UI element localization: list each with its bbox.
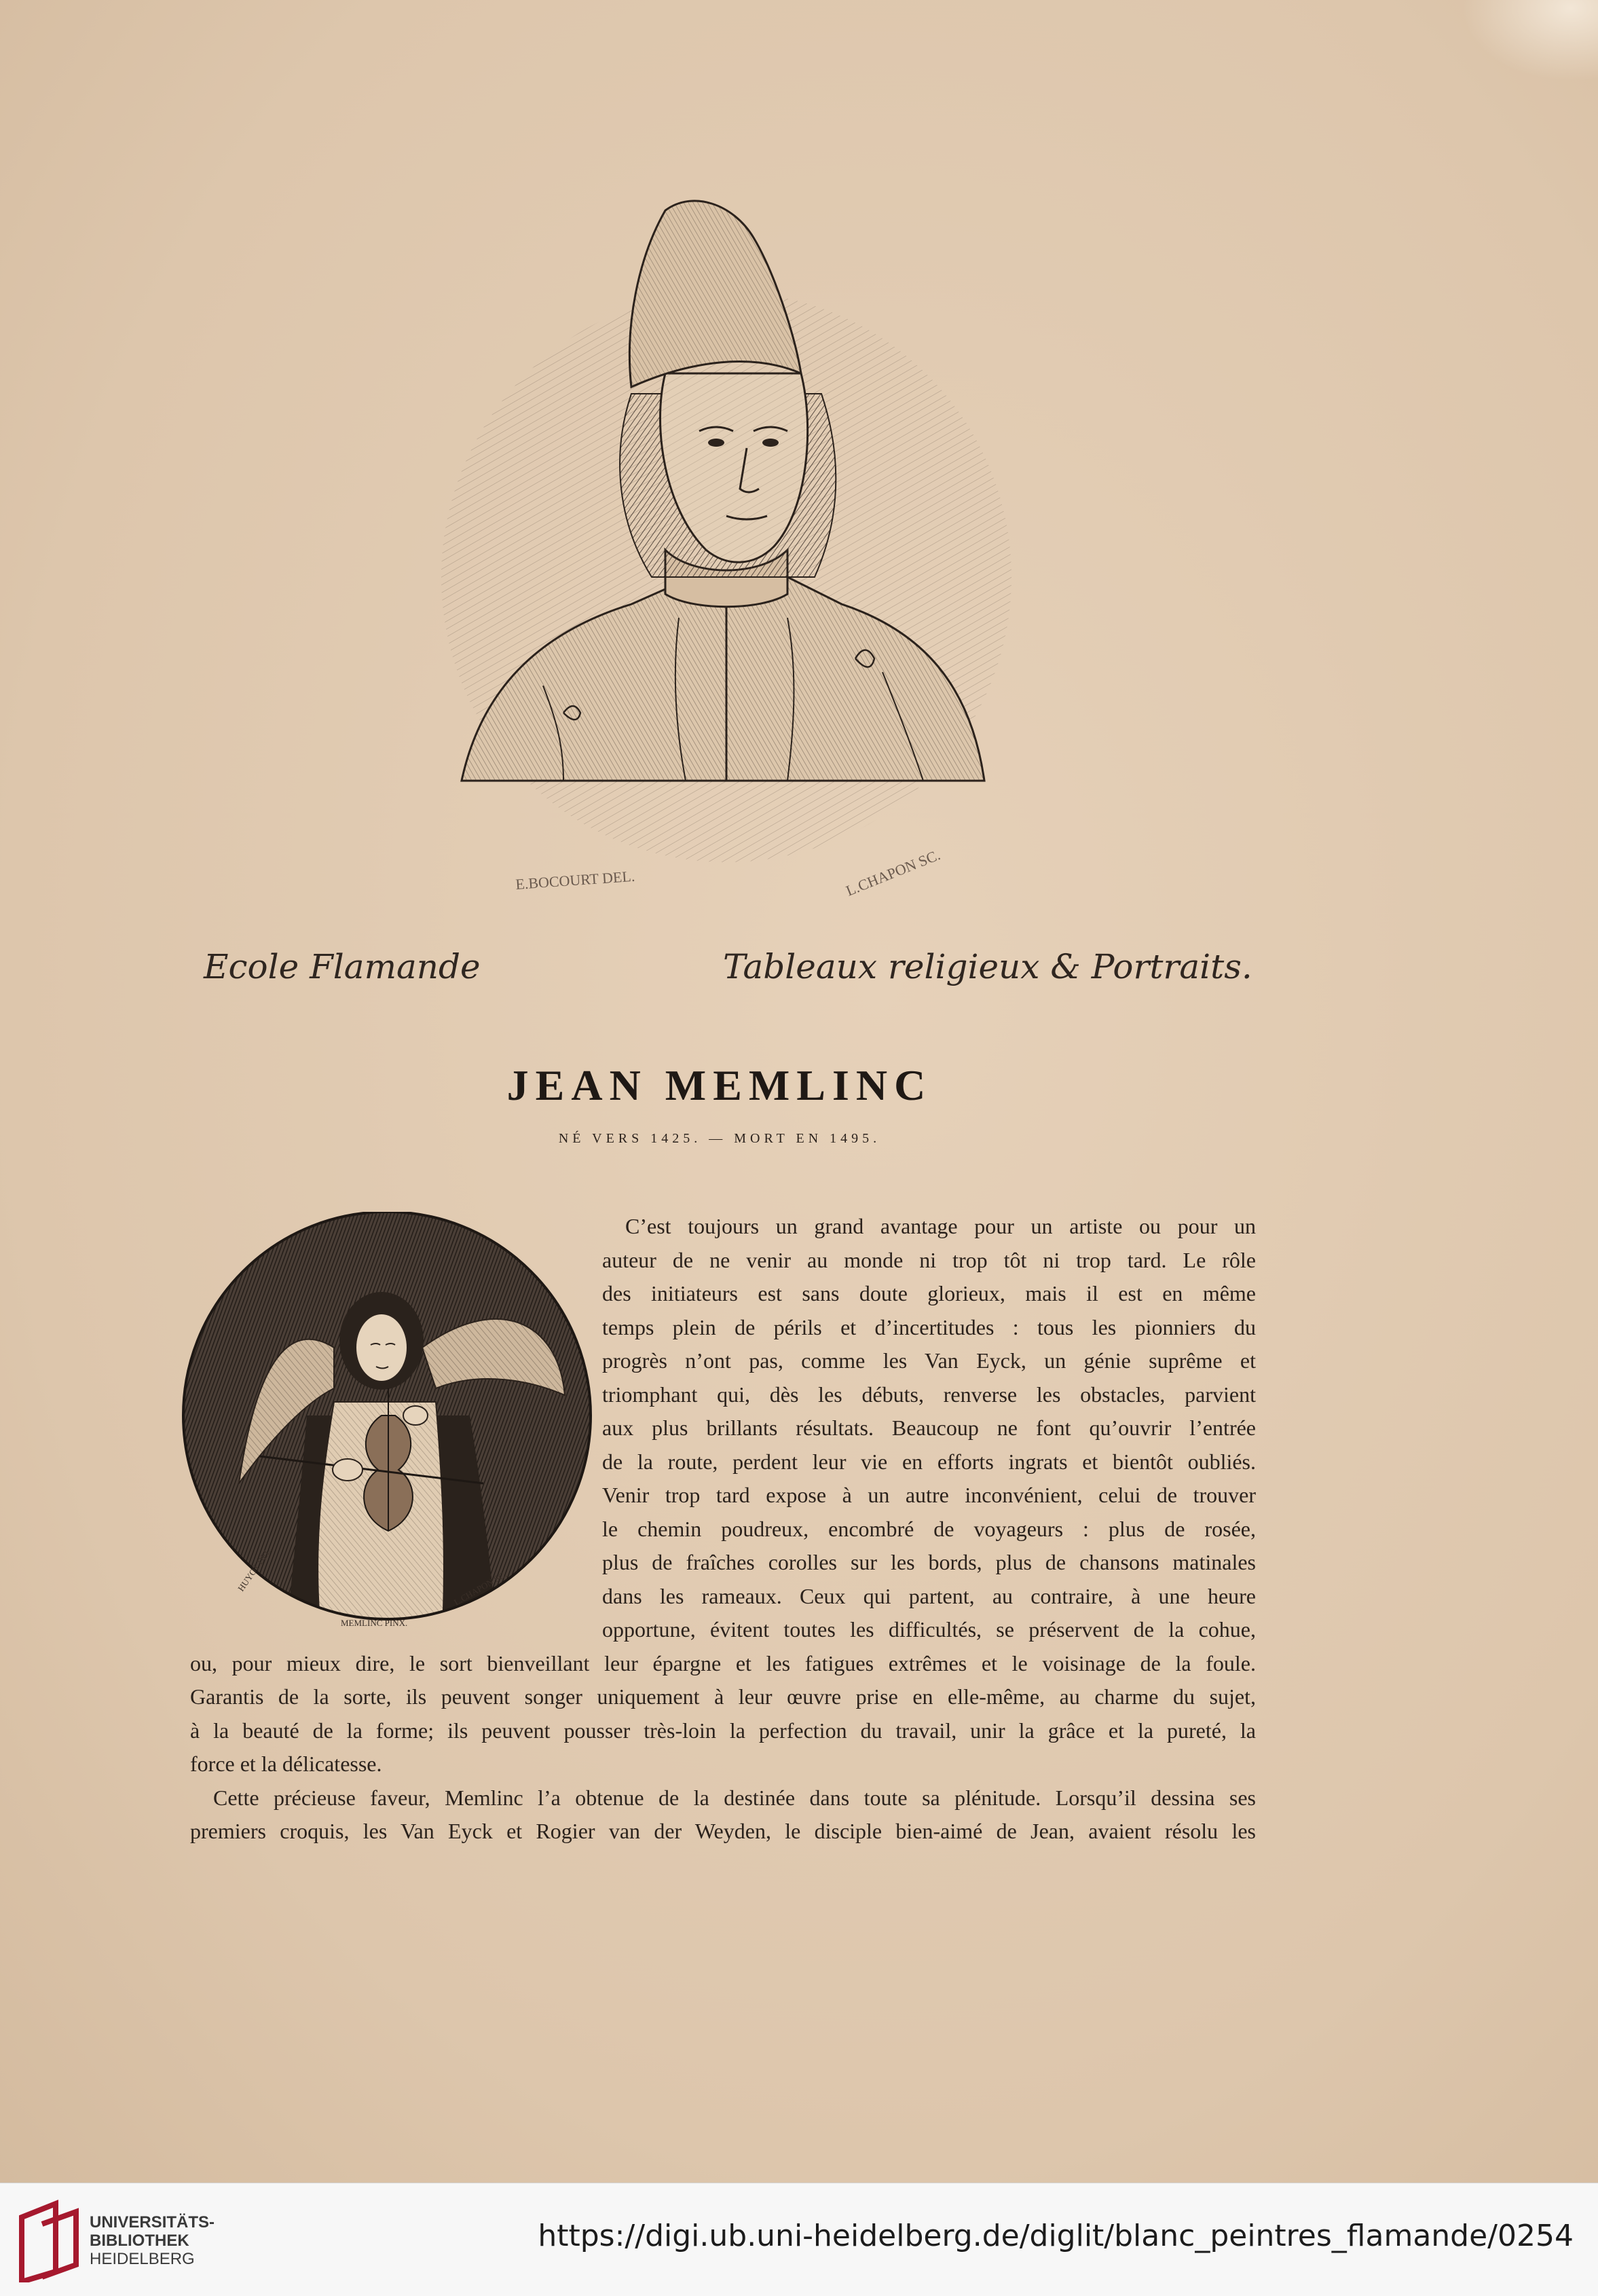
paper-stain: [1462, 0, 1598, 81]
page-title: JEAN MEMLINC: [506, 1061, 933, 1109]
portrait-signature-left: E.BOCOURT DEL.: [515, 867, 636, 893]
subhead-school: Ecole Flamande: [204, 947, 481, 986]
body-line: temps plein de périls et d’incertitudes : tous les pionniers du: [602, 1314, 1256, 1339]
body-line: plus de fraîches corolles sur les bords, plus de chansons matinales: [602, 1550, 1256, 1574]
body-line: aux plus brillants résultats. Beaucoup ne font qu’ouvrir l’entrée: [602, 1415, 1256, 1440]
body-line: premiers croquis, les Van Eyck et Rogier van der Weyden, le disciple bien-aimé de Jean, avaient résolu les: [190, 1819, 1256, 1843]
subhead-genre: Tableaux religieux & Portraits.: [723, 947, 1252, 986]
university-library-name[interactable]: [90, 2213, 215, 2268]
body-line: ou, pour mieux dire, le sort bienveillant leur épargne et les fatigues extrêmes et le voisinage de la foule.: [190, 1650, 1256, 1675]
body-line: Garantis de la sorte, ils peuvent songer uniquement à leur œuvre prise en elle-même, au charme du sujet,: [190, 1684, 1256, 1709]
life-dates: NÉ VERS 1425. — MORT EN 1495.: [558, 1131, 881, 1146]
body-line: de la route, perdent leur vie en efforts ingrats et bientôt oubliés.: [602, 1449, 1256, 1474]
body-line: auteur de ne venir au monde ni trop tôt ni trop tard. Le rôle: [602, 1247, 1256, 1272]
body-line: dans les rameaux. Ceux qui partent, au contraire, à une heure: [602, 1583, 1256, 1608]
body-line: le chemin poudreux, encombré de voyageurs : plus de rosée,: [602, 1516, 1256, 1541]
portrait-signature-right: L.CHAPON SC.: [843, 846, 943, 900]
university-library-logo-icon[interactable]: [15, 2197, 83, 2282]
body-line: C’est toujours un grand avantage pour un artiste ou pour un: [625, 1214, 1256, 1238]
body-line: opportune, évitent toutes les difficultés, se préservent de la cohue,: [602, 1617, 1256, 1642]
body-line: à la beauté de la forme; ils peuvent pousser très-loin la perfection du travail, unir la grâce et la pureté, la: [190, 1718, 1256, 1743]
section-subheads: [0, 947, 1598, 1008]
logo-line-3: HEIDELBERG: [90, 2250, 195, 2268]
medallion-signature-left: HUYOT DEL.: [236, 1544, 274, 1593]
page-permalink[interactable]: https://digi.ub.uni-heidelberg.de/diglit/blanc_peintres_flamande/0254: [538, 2219, 1574, 2253]
body-line: Venir trop tard expose à un autre inconvénient, celui de trouver: [602, 1483, 1256, 1507]
viewer-footer: [0, 2183, 1598, 2296]
body-line: Cette précieuse faveur, Memlinc l’a obtenue de la destinée dans toute sa plénitude. Lorsqu’il dessina ses: [213, 1785, 1256, 1810]
body-line: force et la délicatesse.: [190, 1752, 382, 1776]
logo-line-2: BIBLIOTHEK: [90, 2232, 189, 2250]
body-line: progrès n’ont pas, comme les Van Eyck, un génie suprême et: [602, 1348, 1256, 1373]
article-body: [190, 1210, 1256, 1849]
medallion-signature-center: MEMLINC PINX.: [341, 1618, 408, 1628]
medallion-signature-right: L.CHAPON SC.: [452, 1569, 508, 1608]
portrait-engraving: [407, 197, 1018, 916]
body-line: triomphant qui, dès les débuts, renverse les obstacles, parvient: [602, 1382, 1256, 1407]
body-line: des initiateurs est sans doute glorieux, mais il est en même: [602, 1281, 1256, 1306]
logo-line-1: UNIVERSITÄTS-: [90, 2213, 215, 2232]
